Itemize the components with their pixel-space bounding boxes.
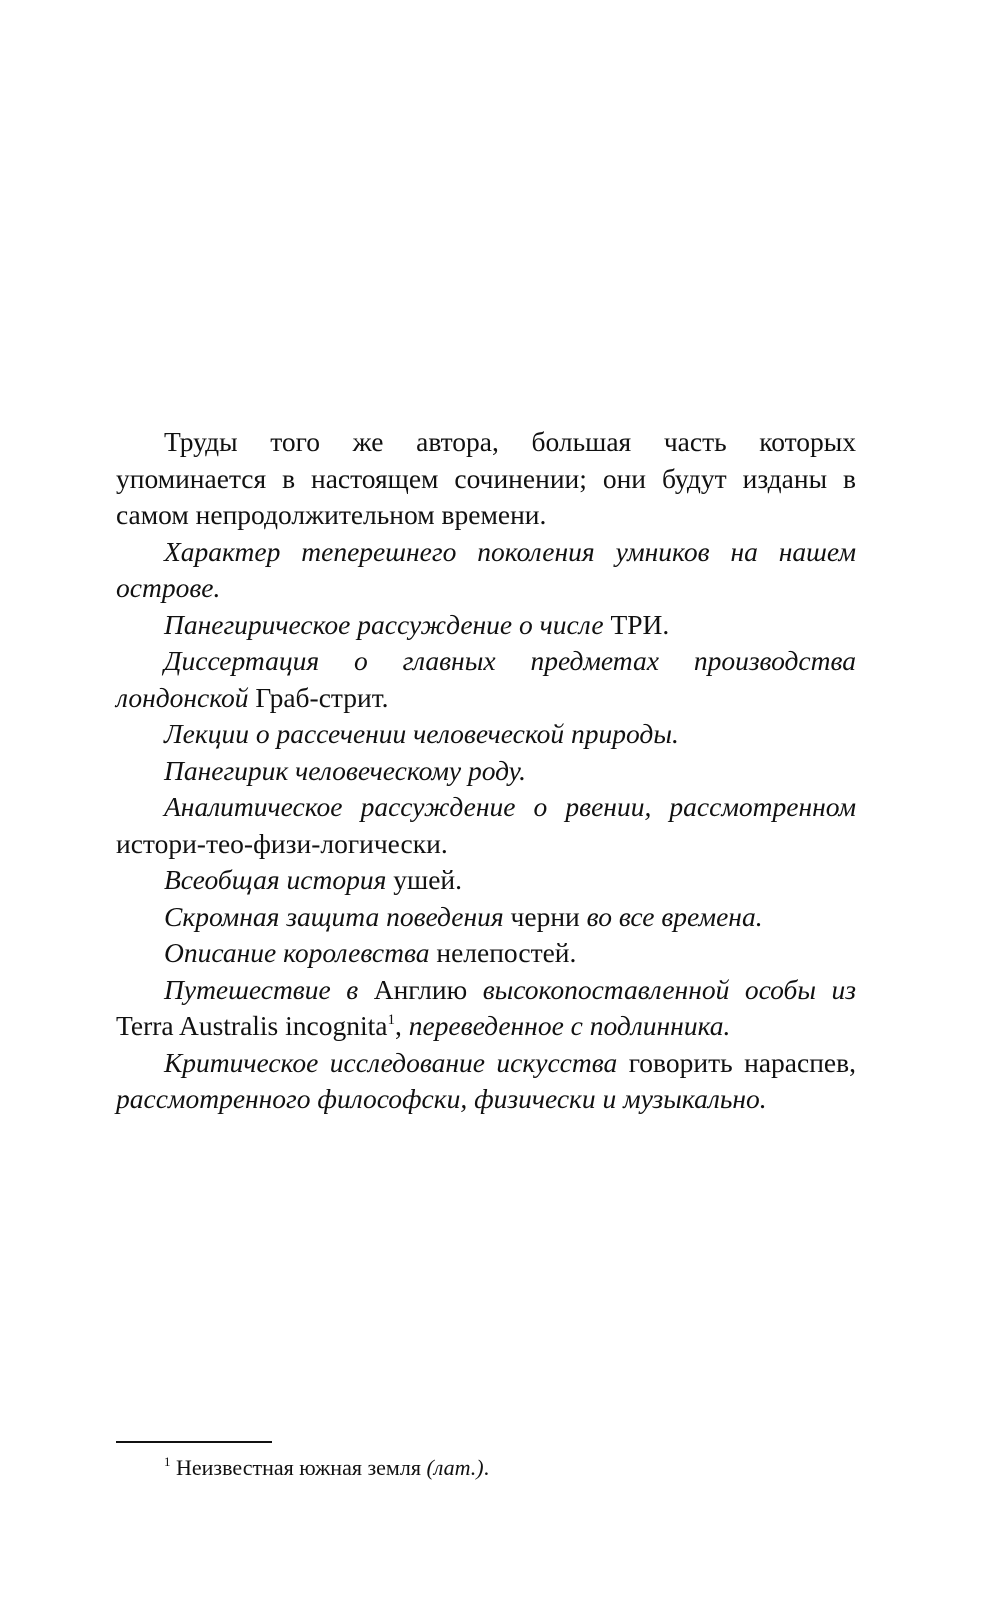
- work-title: Аналитическое рассуждение о рвении, рассмотренном: [164, 791, 856, 822]
- work-title: Скромная защита поведения: [164, 900, 504, 932]
- work-latin: Terra Australis incognita: [116, 1010, 388, 1041]
- work-title: Путешествие в: [164, 973, 359, 1005]
- footnote-end: .: [483, 1455, 490, 1480]
- footnote: [116, 1453, 856, 1483]
- main-text: [116, 424, 856, 1118]
- work-roman: Граб-стрит.: [248, 681, 389, 713]
- work-roman: ТРИ.: [603, 608, 670, 640]
- work-title: Критическое исследование искусства: [164, 1046, 618, 1078]
- work-roman: нелепостей.: [429, 937, 577, 968]
- work-item: [116, 899, 856, 936]
- work-roman: черни: [503, 900, 587, 932]
- work-roman: ,: [394, 1010, 409, 1041]
- work-title: Всеобщая история: [164, 864, 387, 895]
- intro-paragraph: Труды того же автора, большая часть которых упоминается в настоящем сочинении; они будут изданы в самом непродолжительном времени.: [116, 426, 856, 530]
- work-item: [116, 534, 856, 607]
- footnote-text: Неизвестная южная земля: [170, 1455, 427, 1480]
- footnote-divider: [116, 1441, 272, 1443]
- work-title-cont: высокопоставленной особы из: [482, 973, 856, 1005]
- work-title: Лекции о рассечении человеческой природы.: [164, 718, 679, 749]
- work-item: [116, 789, 856, 862]
- work-roman: ушей.: [386, 864, 463, 895]
- footnote-mark: 1: [164, 1454, 171, 1469]
- work-title: Описание королевства: [164, 937, 430, 968]
- work-roman: говорить нараспев,: [617, 1046, 856, 1078]
- work-item: [116, 862, 856, 899]
- work-item: [116, 607, 856, 644]
- work-title-cont: рассмотренного философски, физически и музыкально.: [116, 1083, 767, 1114]
- work-title: Характер теперешнего поколения умников на нашем острове.: [116, 535, 856, 603]
- work-item: [116, 716, 856, 753]
- work-title: Панегирик человеческому роду.: [164, 754, 527, 786]
- work-roman: Англию: [358, 973, 483, 1005]
- work-item: [116, 1045, 856, 1118]
- work-roman: истори-тео-физи-логически.: [116, 827, 448, 859]
- footnote-lang: (лат.): [426, 1455, 484, 1480]
- work-title-cont: во все времена.: [586, 900, 763, 932]
- work-title: Диссертация о главных предметах производства лондонской: [116, 645, 856, 713]
- work-item: [116, 935, 856, 972]
- work-title: Панегирическое рассуждение о числе: [164, 608, 604, 640]
- footnote-ref[interactable]: 1: [387, 1012, 395, 1028]
- work-title-cont: переведенное с подлинника.: [408, 1010, 731, 1041]
- work-item: [116, 753, 856, 790]
- work-item: [116, 643, 856, 716]
- work-item: [116, 972, 856, 1045]
